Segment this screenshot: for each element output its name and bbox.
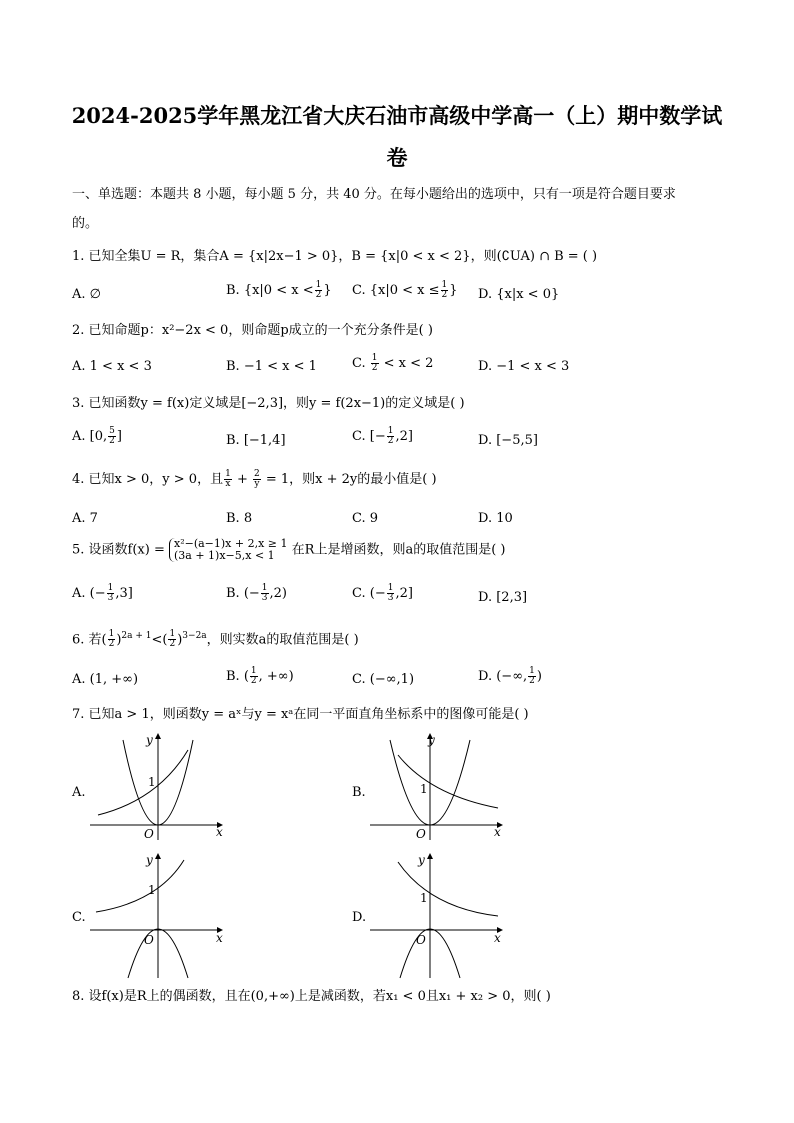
- y-label: y: [146, 733, 153, 747]
- section-heading-continued: 的。: [72, 216, 99, 231]
- q2-option-c: C. $\frac{1}{2}$ < x < 2: [352, 353, 434, 373]
- q2-option-a: A. 1 < x < 3: [72, 359, 152, 374]
- q5-option-c: C. (− $\frac{1}{3}$ ,2]: [352, 583, 413, 603]
- one-label: 1: [420, 782, 428, 796]
- q7-option-a-label: A.: [72, 785, 86, 800]
- fraction: $\frac{1}{2}$: [529, 666, 535, 686]
- one-label: 1: [420, 891, 428, 905]
- x-label: x: [216, 825, 223, 839]
- fraction: $\frac{1}{3}$: [107, 583, 114, 603]
- q5-option-b: B. (− $\frac{1}{3}$ ,2): [226, 583, 288, 603]
- question-7-stem: 7. 已知a > 1，则函数y = aˣ与y = xᵃ在同一平面直角坐标系中的图像可能是( ): [72, 707, 529, 722]
- origin-label: O: [416, 827, 426, 841]
- q6-option-b: B. ( $\frac{1}{2}$ , +∞): [226, 666, 294, 686]
- fraction: $\frac{1}{2}$: [108, 629, 115, 650]
- fraction: $\frac{2}{y}$: [254, 469, 260, 489]
- page-title: 2024-2025学年黑龙江省大庆石油市高级中学高一（上）期中数学试: [71, 103, 723, 128]
- q3-option-d: D. [−5,5]: [478, 433, 538, 448]
- fraction: $\frac{1}{x}$: [225, 469, 231, 489]
- origin-label: O: [144, 933, 154, 947]
- q3-option-b: B. [−1,4]: [226, 433, 286, 448]
- q6-option-a: A. (1, +∞): [72, 672, 139, 687]
- x-label: x: [494, 825, 501, 839]
- one-label: 1: [148, 883, 156, 897]
- q7-option-d-label: D.: [352, 910, 367, 925]
- question-2-stem: 2. 已知命题p：x²−2x < 0，则命题p成立的一个充分条件是( ): [72, 323, 433, 338]
- q5-option-a: A. (− $\frac{1}{3}$ ,3]: [72, 583, 133, 603]
- fraction: $\frac{1}{3}$: [387, 583, 394, 603]
- question-3-stem: 3. 已知函数y = f(x)定义域是[−2,3]，则y = f(2x−1)的定义域是( ): [72, 396, 465, 411]
- q7-graph-b: [368, 730, 508, 842]
- question-8-stem: 8. 设f(x)是R上的偶函数，且在(0,+∞)上是减函数，若x₁ < 0且x₁ + x₂ > 0，则( ): [72, 989, 551, 1004]
- one-label: 1: [148, 775, 156, 789]
- fraction: $\frac{1}{3}$: [261, 583, 268, 603]
- x-label: x: [494, 931, 501, 945]
- fraction: $\frac{1}{2}$: [169, 629, 176, 650]
- q6-option-c: C. (−∞,1): [352, 672, 415, 687]
- origin-label: O: [144, 827, 154, 841]
- fraction: $\frac{1}{2}$: [250, 666, 257, 686]
- q1-option-a: A. ∅: [72, 287, 101, 302]
- exponential-curve: [96, 860, 184, 912]
- q1-option-c: C. {x|0 < x ≤ $\frac{1}{2}$ }: [352, 280, 458, 300]
- x-label: x: [216, 931, 223, 945]
- q7-graph-d: [368, 850, 508, 980]
- question-1-stem: 1. 已知全集U = R，集合A = {x|2x−1 > 0}，B = {x|0 < x < 2}，则(∁UA) ∩ B = ( ): [72, 249, 598, 264]
- q4-option-c: C. 9: [352, 511, 379, 526]
- y-label: y: [146, 853, 153, 867]
- q7-option-b-label: B.: [352, 785, 366, 800]
- exponential-curve: [398, 862, 498, 916]
- q2-option-b: B. −1 < x < 1: [226, 359, 317, 374]
- q1-option-b: B. {x|0 < x < $\frac{1}{2}$ }: [226, 280, 332, 300]
- q4-option-b: B. 8: [226, 511, 253, 526]
- page-title-continued: 卷: [386, 145, 408, 170]
- q7-graph-c: [88, 850, 228, 980]
- q7-option-c-label: C.: [72, 910, 86, 925]
- fraction: $\frac{1}{2}$: [371, 353, 378, 373]
- question-6-stem: 6. 若( $\frac{1}{2}$ )$^{2a + 1}$<( $\frac{1}{2}$ )$^{3-2a}$，则实数a的取值范围是( ): [72, 629, 359, 650]
- q4-option-d: D. 10: [478, 511, 513, 526]
- q7-graph-a: [88, 730, 228, 842]
- section-heading: 一、单选题：本题共 8 小题，每小题 5 分，共 40 分。在每小题给出的选项中，只有一项是符合题目要求: [72, 187, 676, 202]
- q5-option-d: D. [2,3]: [478, 590, 528, 605]
- question-5-stem: 5. 设函数f(x) = x²−(a−1)x + 2,x ≥ 1 (3a + 1)x−5,x < 1 在R上是增函数，则a的取值范围是( ): [72, 537, 506, 562]
- y-label: y: [428, 733, 435, 747]
- q3-option-a: A. [0, $\frac{5}{2}$ ]: [72, 426, 122, 446]
- origin-label: O: [416, 933, 426, 947]
- fraction: $\frac{1}{2}$: [315, 280, 322, 300]
- fraction: $\frac{1}{2}$: [387, 426, 394, 446]
- exponential-curve: [398, 755, 498, 808]
- q1-option-d: D. {x|x < 0}: [478, 287, 560, 302]
- fraction: $\frac{5}{2}$: [109, 426, 115, 446]
- y-label: y: [418, 853, 425, 867]
- q3-option-c: C. [− $\frac{1}{2}$ ,2]: [352, 426, 413, 446]
- q6-option-d: D. (−∞, $\frac{1}{2}$ ): [478, 666, 542, 686]
- q4-option-a: A. 7: [72, 511, 98, 526]
- fraction: $\frac{1}{2}$: [441, 280, 448, 300]
- q2-option-d: D. −1 < x < 3: [478, 359, 570, 374]
- piecewise-brace: x²−(a−1)x + 2,x ≥ 1 (3a + 1)x−5,x < 1: [169, 538, 288, 562]
- question-4-stem: 4. 已知x > 0，y > 0，且 $\frac{1}{x}$ + $\frac{2}{y}$ = 1，则x + 2y的最小值是( ): [72, 469, 437, 489]
